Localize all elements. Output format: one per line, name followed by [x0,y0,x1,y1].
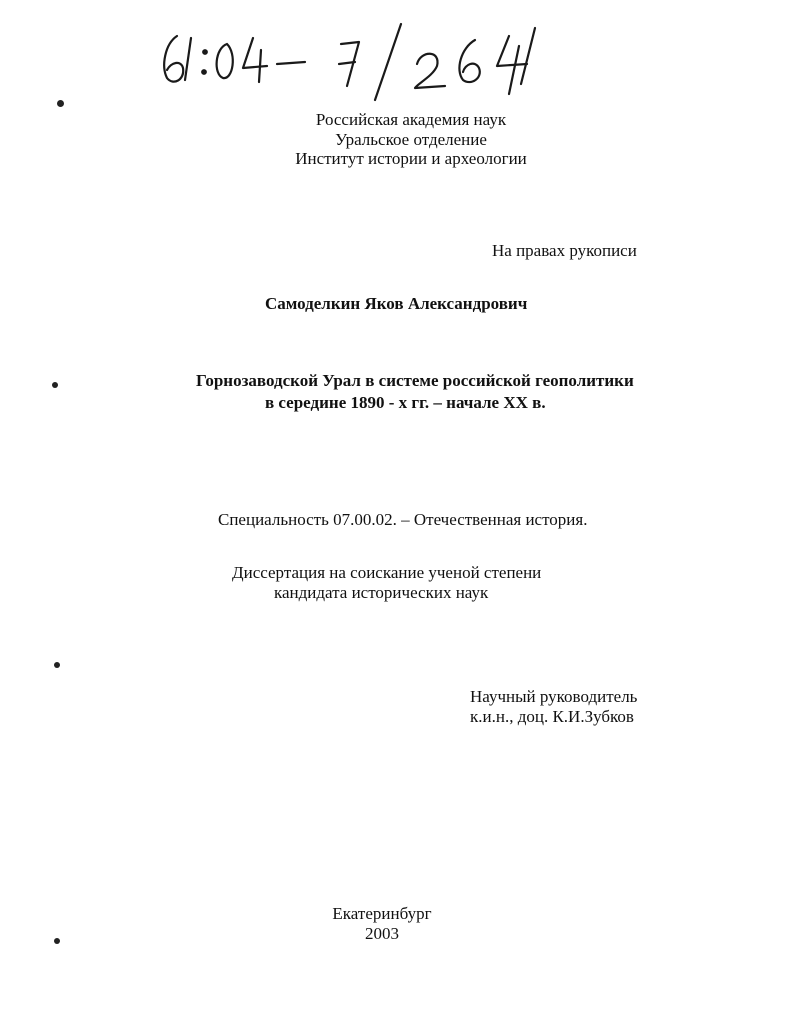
year: 2003 [365,924,399,943]
supervisor-label: Научный руководитель [470,687,638,706]
author-name: Самоделкин Яков Александрович [265,294,528,313]
scan-speck [54,662,60,668]
dissertation-title-line-1: Горнозаводской Урал в системе российской геополитики [196,371,634,390]
dissertation-title-line-2: в середине 1890 - х гг. – начале XX в. [265,393,546,412]
institution-line-2: Уральское отделение [335,130,487,149]
degree-line-2: кандидата исторических наук [274,583,489,602]
supervisor-name: к.и.н., доц. К.И.Зубков [470,707,634,726]
specialty: Специальность 07.00.02. – Отечественная история. [218,510,588,529]
scan-speck [54,938,60,944]
institution-line-1: Российская академия наук [315,110,507,129]
city: Екатеринбург [332,904,432,923]
scan-speck [52,382,58,388]
scan-speck [57,100,64,107]
handwritten-archive-mark [155,14,555,104]
institution-line-3: Институт истории и археологии [295,149,527,168]
degree-line-1: Диссертация на соискание ученой степени [232,563,542,582]
manuscript-rights: На правах рукописи [492,241,637,260]
